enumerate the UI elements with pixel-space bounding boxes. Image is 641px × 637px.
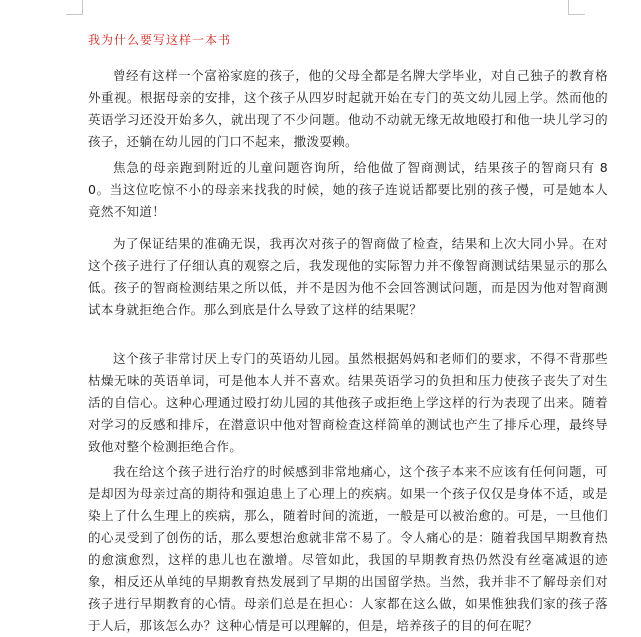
paragraph-5: 我在给这个孩子进行治疗的时候感到非常地痛心，这个孩子本来不应该有任何问题，可是却因为母亲过高的期待和强迫患上了心理上的疾病。如果一个孩子仅仅是身体不适，或是染上了什么生理上的疾病，那么，随着时间的流逝，一般是可以被治愈的。可是，一旦他们的心灵受到了创伤的话，那么要想治愈就非常不易了。令人痛心的是：随着我国早期教育热的愈演愈烈，这样的患儿也在激增。尽管如此，我国的早期教育热仍然没有丝毫减退的迹象，相反还从单纯的早期教育热发展到了早期的出国留学热。当然，我并非不了解母亲们对孩子进行早期教育的心情。母亲们总是在担心：人家都在这么做，如果惟独我们家的孩子落于人后，那该怎么办？这种心情是可以理解的，但是，培养孩子的目的何在呢？ [88, 464, 608, 633]
paragraph-4: 这个孩子非常讨厌上专门的英语幼儿园。虽然根据妈妈和老师们的要求，不得不背那些枯燥无味的英语单词，可是他本人并不喜欢。结果英语学习的负担和压力使孩子丧失了对生活的自信心。这种心理通过殴打幼儿园的其他孩子或拒绝上学这样的行为表现了出来。随着对学习的反感和排斥，在潜意识中他对智商检查这样简单的测试也产生了排斥心理，最终导致他对整个检测拒绝合作。 [88, 351, 608, 454]
paragraph-1: 曾经有这样一个富裕家庭的孩子，他的父母全都是名牌大学毕业，对自己独子的教育格外重视。根据母亲的安排，这个孩子从四岁时起就开始在专门的英文幼儿园上学。然而他的英语学习还没开始多久，就出现了不少问题。他动不动就无缘无故地殴打和他一块儿学习的孩子，还躺在幼儿园的门口不起来，撒泼耍赖。 [88, 68, 608, 149]
document-heading: 我为什么要写这样一本书 [88, 33, 232, 47]
page-margin-mark-left [66, 0, 83, 15]
page-margin-mark-right [568, 0, 585, 15]
paragraph-2: 焦急的母亲跑到附近的儿童问题咨询所，给他做了智商测试，结果孩子的智商只有 80。当这位吃惊不小的母亲来找我的时候，她的孩子连说话都要比别的孩子慢，可是她本人竟然不知道！ [88, 160, 608, 219]
paragraph-3: 为了保证结果的准确无误，我再次对孩子的智商做了检查，结果和上次大同小异。在对这个孩子进行了仔细认真的观察之后，我发现他的实际智力并不像智商测试结果显示的那么低。孩子的智商检测结果之所以低，并不是因为他不会回答测试问题，而是因为他对智商测试本身就拒绝合作。那么到底是什么导致了这样的结果呢？ [88, 236, 608, 317]
